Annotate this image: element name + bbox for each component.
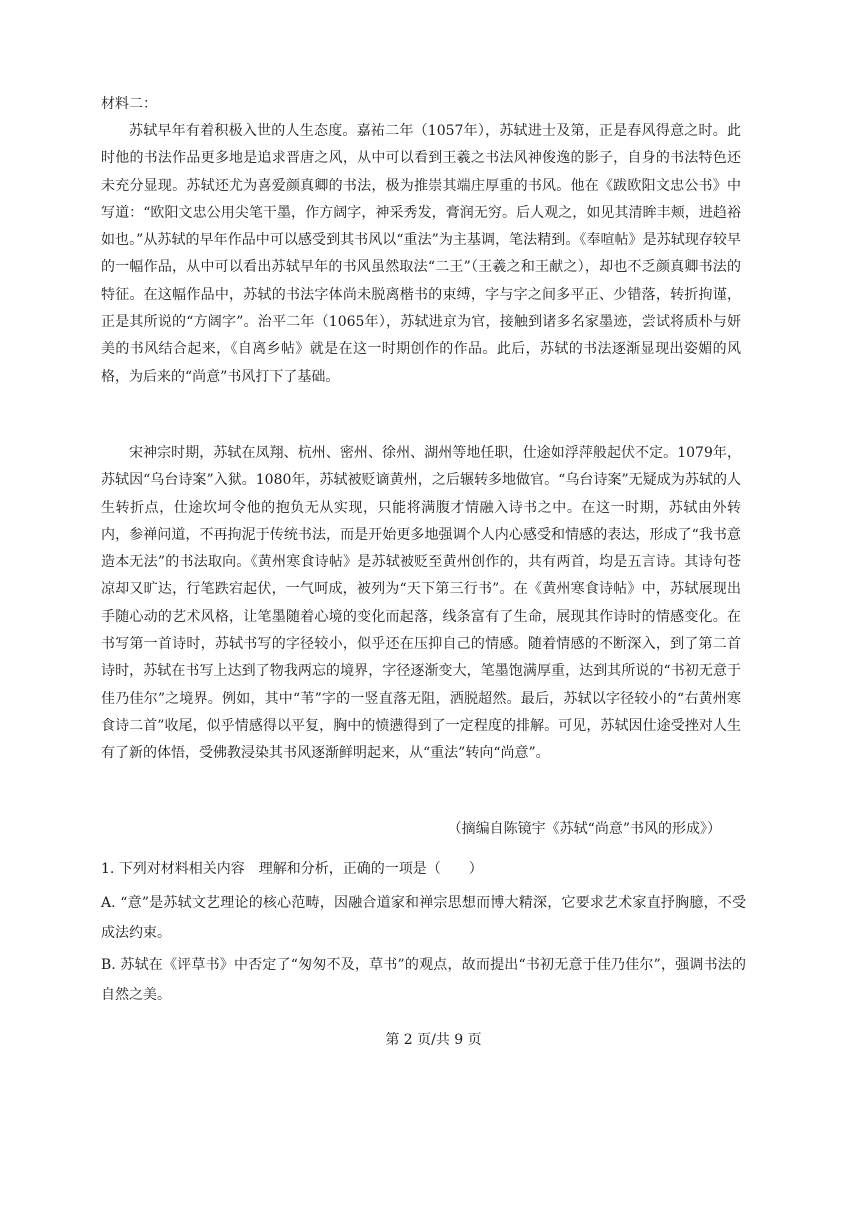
passage-paragraph-1 [101, 118, 741, 391]
option-b: B. 苏轼在《评草书》中否定了“匆匆不及，草书”的观点，故而提出“书初无意于佳乃佳尔”，强调书法的自然之美。 [101, 957, 746, 1003]
page-number: 第 2 页/共 9 页 [385, 1032, 482, 1048]
paragraph-text: 宋神宗时期，苏轼在凤翔、杭州、密州、徐州、湖州等地任职，仕途如浮萍般起伏不定。1079年，苏轼因“乌台诗案”入狱。1080年，苏轼被贬谪黄州，之后辗转多地做官。“乌台诗案”无疑成为苏轼的人生转折点，仕途坎坷令他的抱负无从实现，只能将满腹才情融入诗书之中。在这一时期，苏轼由外转内，参禅问道，不再拘泥于传统书法，而是开始更多地强调个人内心感受和情感的表达，形成了“我书意造本无法”的书法取向。《黄州寒食诗帖》是苏轼被贬至黄州创作的，共有两首，均是五言诗。其诗句苍凉却又旷达，行笔跌宕起伏，一气呵成，被列为“天下第三行书”。在《黄州寒食诗帖》中，苏轼展现出手随心动的艺术风格，让笔墨随着心境的变化而起落，线条富有了生命，展现其作诗时的情感变化。在书写第一首诗时，苏轼书写的字径较小，似乎还在压抑自己的情感。随着情感的不断深入，到了第二首诗时，苏轼在书写上达到了物我两忘的境界，字径逐渐变大，笔墨饱满厚重，达到其所说的“书初无意于佳乃佳尔”之境界。例如，其中“苇”字的一竖直落无阻，洒脱超然。最后，苏轼以字径较小的“右黄州寒食诗二首”收尾，似乎情感得以平复，胸中的愤懑得到了一定程度的排解。可见，苏轼因仕途受挫对人生有了新的体悟，受佛教浸染其书风逐渐鲜明起来，从“重法”转向“尚意”。 [101, 445, 741, 762]
source-citation: （摘编自陈镜宇《苏轼“尚意”书风的形成》） [447, 821, 721, 837]
passage-paragraph-2 [101, 440, 741, 768]
question-stem: 1. 下列对材料相关内容 理解和分析，正确的一项是（ ） [101, 861, 483, 877]
option-a: A. “意”是苏轼文艺理论的核心范畴，因融合道家和禅宗思想而博大精深，它要求艺术家直抒胸臆，不受成法约束。 [101, 895, 746, 941]
paragraph-text: 苏轼早年有着积极入世的人生态度。嘉祐二年（1057年），苏轼进士及第，正是春风得意之时。此时他的书法作品更多地是追求晋唐之风，从中可以看到王羲之书法风神俊逸的影子，自身的书法特色还未充分显现。苏轼还尤为喜爱颜真卿的书法，极为推崇其端庄厚重的书风。他在《跋欧阳文忠公书》中写道：“欧阳文忠公用尖笔干墨，作方阔字，神采秀发，膏润无穷。后人观之，如见其清眸丰颊，进趋裕如也。”从苏轼的早年作品中可以感受到其书风以“重法”为主基调，笔法精到。《奉喧帖》是苏轼现存较早的一幅作品，从中可以看出苏轼早年的书风虽然取法“二王”（王羲之和王献之），却也不乏颜真卿书法的特征。在这幅作品中，苏轼的书法字体尚未脱离楷书的束缚，字与字之间多平正、少错落，转折拘谨，正是其所说的“方阔字”。治平二年（1065年），苏轼进京为官，接触到诸多名家墨迹，尝试将质朴与妍美的书风结合起来，《自离乡帖》就是在这一时期创作的作品。此后，苏轼的书法逐渐显现出姿媚的风格，为后来的“尚意”书风打下了基础。 [101, 123, 741, 385]
material-heading: 材料二： [101, 96, 157, 112]
